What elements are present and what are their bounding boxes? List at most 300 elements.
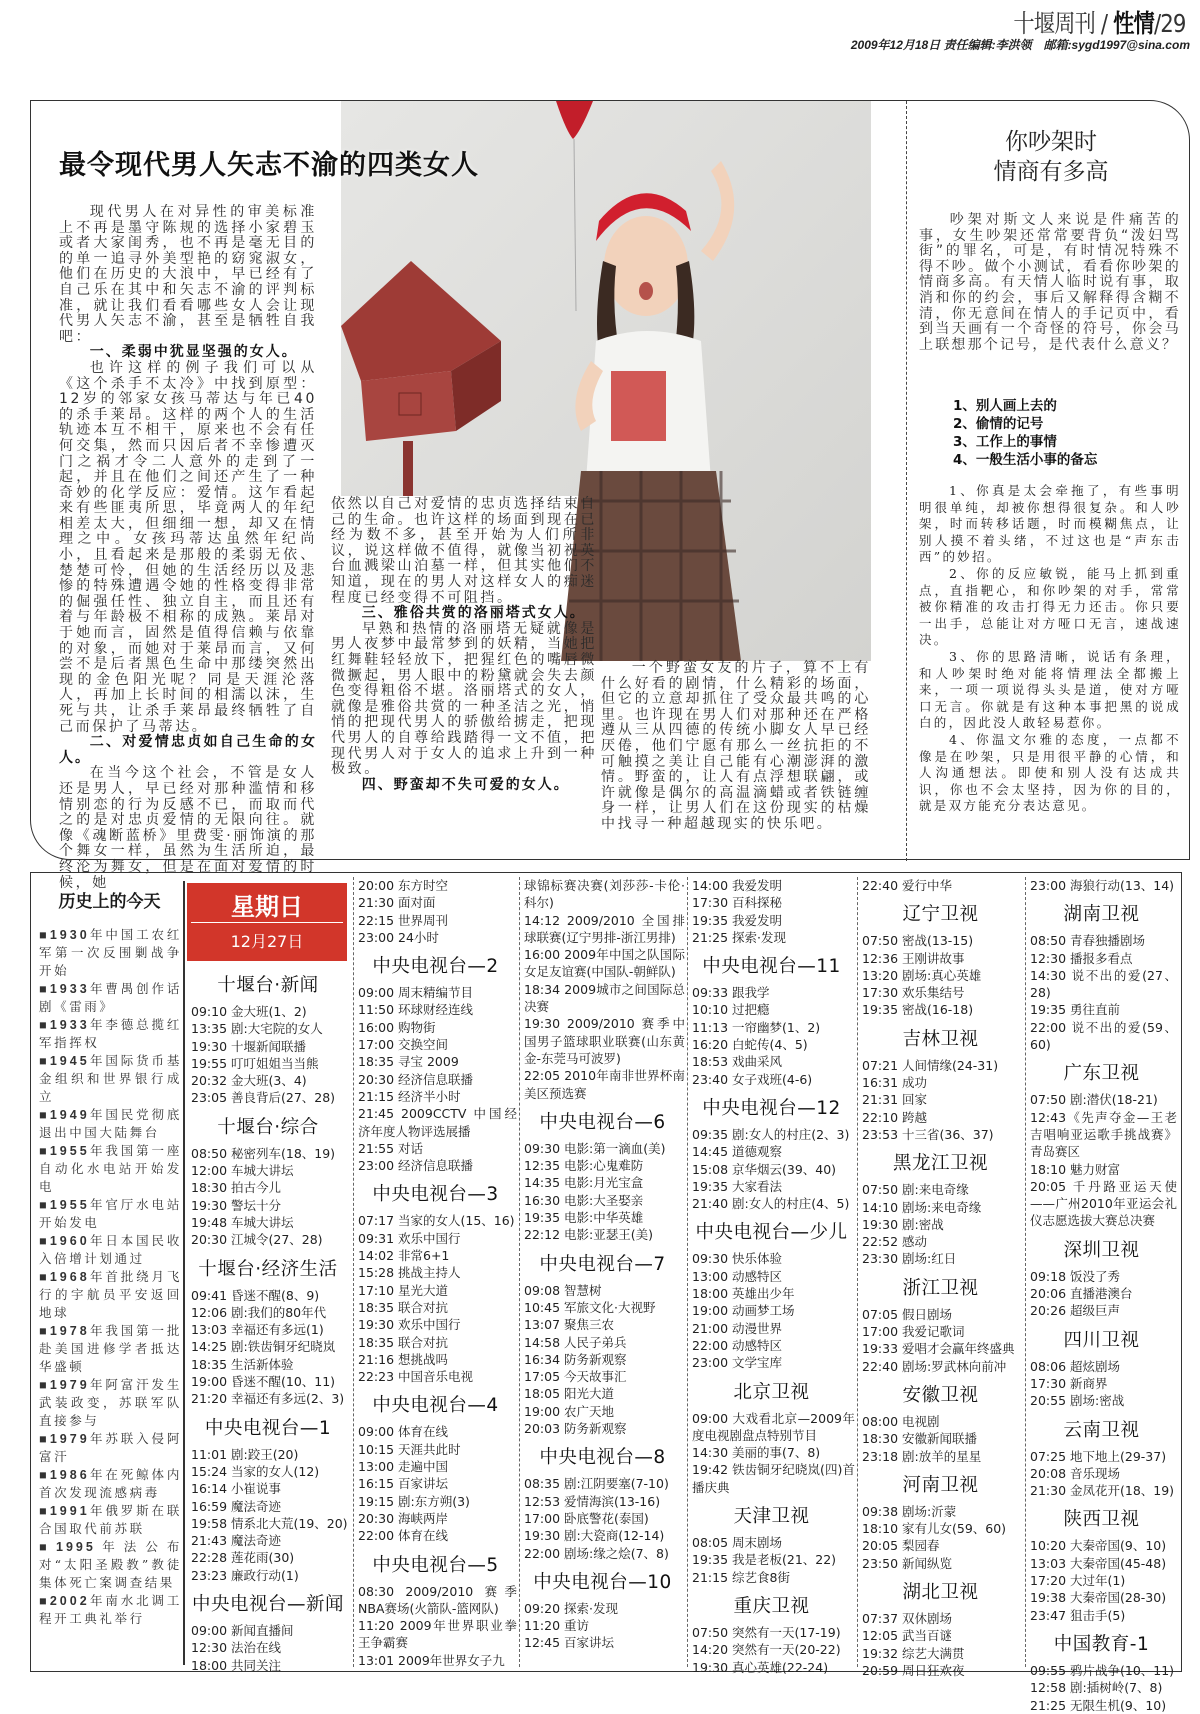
- program-item: 11:01 剧:跤王(20): [191, 1446, 299, 1462]
- dashed-divider: [906, 101, 907, 861]
- program-item: 19:35 电影:中华英雄: [524, 1210, 644, 1226]
- program-item: 19:32 综艺大满贯: [862, 1645, 965, 1661]
- sidebar-title-line: 你吵架时: [1005, 129, 1097, 155]
- date: 12月27日: [230, 932, 304, 951]
- program-item: 14:12 2009/2010 全国排球联赛(辽宁男排-浙江男排): [524, 912, 685, 945]
- quiz-options: [953, 397, 1097, 469]
- program-item: 20:03 防务新观察: [524, 1421, 627, 1437]
- program-item: 23:53 十三省(36、37): [862, 1126, 994, 1142]
- program-item: 21:43 魔法奇迹: [191, 1533, 281, 1549]
- program-item: 20:26 超级巨声: [1030, 1303, 1120, 1319]
- program-item: 12:35 电影:心鬼难防: [524, 1158, 644, 1174]
- program-item: 07:25 地下地上(29-37): [1030, 1448, 1167, 1464]
- program-item: 23:50 新闻纵览: [862, 1555, 952, 1571]
- history-text: 年我国第一批赴美国进修学者抵达华盛顿: [39, 1323, 182, 1374]
- channel-header: 中央电视台—少儿: [695, 1222, 848, 1244]
- program-item: 11:50 环球财经连线: [358, 1002, 473, 1018]
- paragraph: 在当今这个社会，不管是女人还是男人，早已经对那种滥情和移情别恋的行为反感不已，而取而代之的是对忠贞爱情的无限向往。就像《魂断蓝桥》里费雯·丽饰演的那个舞女一样，虽然为生活所迫，最终沦为舞女，但是在面对爱情的时候，她: [59, 765, 317, 891]
- program-item: 19:35 密战(16-18): [862, 1002, 974, 1018]
- channel-header: 十堰台·新闻: [217, 975, 319, 996]
- channel-header: 中央电视台—12: [702, 1097, 841, 1119]
- program-item: 07:50 剧:来电奇缘: [862, 1182, 969, 1198]
- program-item: 21:55 对话: [358, 1140, 423, 1156]
- program-item: 19:30 2009/2010 赛季中国男子篮球职业联赛(山东黄金-东莞马可波罗): [524, 1016, 685, 1066]
- tv-column: [353, 877, 517, 1667]
- program-item: 22:05 2010年南非世界杯南美区预选赛: [524, 1068, 685, 1101]
- program-item: 16:14 小崔说事: [191, 1481, 281, 1497]
- program-item: 19:35 勇往直前: [1030, 1002, 1120, 1018]
- program-item: 12:36 王刚讲故事: [862, 950, 965, 966]
- program-item: 13:20 剧场:真心英雄: [862, 967, 982, 983]
- history-item: [39, 1466, 182, 1502]
- history-text: 年官厅水电站开始发电: [39, 1197, 182, 1230]
- program-item: 15:28 挑战主持人: [358, 1265, 461, 1281]
- program-item: 16:00 2009年中国之队国际女足友谊赛(中国队-朝鲜队): [524, 947, 685, 980]
- program-item: 18:34 2009城市之间国际总决赛: [524, 981, 685, 1015]
- program-item: 19:30 十堰新闻联播: [191, 1038, 306, 1054]
- program-item: 18:35 联合对抗: [358, 1334, 448, 1350]
- section-heading: 四、野蛮却不失可爱的女人。: [361, 776, 570, 793]
- program-item: 19:30 真心英雄(22-24): [692, 1659, 829, 1675]
- program-item: 20:06 直播港澳台: [1030, 1286, 1133, 1302]
- history-text: 年南水北调工程开工典礼举行: [39, 1593, 182, 1626]
- history-year: ■1955: [39, 1198, 90, 1212]
- history-text: 年苏联入侵阿富汗: [39, 1431, 182, 1464]
- weekday: 星期日: [191, 883, 343, 923]
- program-item: 11:20 重访: [524, 1618, 589, 1634]
- channel-header: 湖北卫视: [902, 1582, 979, 1604]
- quiz-option: 3、工作上的事情: [953, 434, 1057, 450]
- program-item: 14:00 我爱发明: [692, 878, 782, 893]
- program-item: 19:00 农广天地: [524, 1403, 614, 1419]
- channel-header: 中央电视台—7: [539, 1253, 666, 1275]
- program-item: 14:20 突然有一天(20-22): [692, 1642, 841, 1658]
- program-item: 12:30 法治在线: [191, 1640, 281, 1656]
- program-item: 07:50 剧:潜伏(18-21): [1030, 1092, 1158, 1108]
- article-column-2: [331, 497, 597, 793]
- program-item: 20:55 剧场:密战: [1030, 1393, 1125, 1409]
- channel-header: 中央电视台—10: [533, 1571, 672, 1593]
- program-item: 09:30 快乐体验: [692, 1251, 782, 1267]
- program-item: 07:21 人间情缘(24-31): [862, 1057, 999, 1073]
- history-item: [39, 1502, 182, 1538]
- program-item: 14:25 剧:铁齿铜牙纪晓岚: [191, 1339, 336, 1355]
- quiz-answer: 4、你温文尔雅的态度，一点都不像是在吵架，只是用很平静的心情，和人沟通想法。即使和别人没有达成共识，你也不会太坚持，因为你的目的，就是双方能充分表达意见。: [919, 731, 1181, 814]
- program-item: 16:31 成功: [862, 1075, 927, 1091]
- history-text: 年俄罗斯在联合国取代前苏联: [39, 1503, 182, 1536]
- history-year: ■1979: [39, 1378, 90, 1392]
- history-year: ■1955: [39, 1144, 90, 1158]
- program-item: 22:40 剧场:罗武林向前冲: [862, 1358, 1007, 1374]
- program-item: 21:31 回家: [862, 1092, 927, 1108]
- paragraph: 一个野蛮女友的片子，算不上有什么好看的剧情，什么精彩的场面，但它的立意却抓住了受众最共鸣的心里。也许现在男人们对那种还在严格遵从三从四德的传统小脚女人早已经厌倦，他们宁愿有那么一丝抗拒的不可触摸之美让自己能有心潮澎湃的激情。野蛮的，让人有点浮想联翩，或许就像是偶尔的高温滴蜡或者铁链缠身一样，让男人们在这份现实的枯燥中找寻一种超越现实的快乐吧。: [601, 660, 871, 832]
- program-item: 07:50 密战(13-15): [862, 933, 974, 949]
- program-item: 22:00 动感特区: [692, 1337, 782, 1353]
- channel-header: 深圳卫视: [1063, 1239, 1140, 1261]
- program-item: 09:38 剧场:沂蒙: [862, 1503, 957, 1519]
- program-item: 20:05 梨园春: [862, 1538, 940, 1554]
- program-item: 18:35 生活新体验: [191, 1356, 294, 1372]
- program-item: 09:00 新闻直播间: [191, 1623, 294, 1639]
- program-item: 球锦标赛决赛(刘莎莎-卡伦·科尔): [524, 878, 685, 911]
- program-item: 22:15 世界周刊: [358, 912, 448, 928]
- program-item: 13:07 聚焦三农: [524, 1317, 614, 1333]
- program-item: 23:00 24小时: [358, 929, 439, 945]
- history-year: ■1978: [39, 1324, 90, 1338]
- program-item: 12:43《先声夺金—王老吉唱响亚运歌手挑战赛》青岛赛区: [1030, 1109, 1177, 1160]
- program-item: 16:00 购物街: [358, 1019, 436, 1035]
- history-year: ■1945: [39, 1054, 90, 1068]
- history-text: 年曹禺创作话剧《雷雨》: [39, 981, 182, 1014]
- program-item: 19:00 昏迷不醒(10、11): [191, 1374, 336, 1390]
- program-item: 09:20 探索·发现: [524, 1600, 618, 1616]
- program-item: 19:00 动画梦工场: [692, 1303, 795, 1319]
- tv-listings-box: [30, 872, 1182, 1713]
- program-item: 23:23 廉政行动(1): [191, 1567, 299, 1583]
- history-text: 年国际货币基金组织和世界银行成立: [39, 1053, 182, 1104]
- program-item: 20:30 经济信息联播: [358, 1071, 473, 1087]
- history-title: 历史上的今天: [58, 892, 161, 912]
- channel-header: 辽宁卫视: [902, 904, 979, 926]
- article-column-3: [601, 661, 871, 833]
- history-year: ■1968: [39, 1270, 90, 1284]
- history-item: [39, 1322, 182, 1376]
- program-item: 21:00 动漫世界: [692, 1320, 782, 1336]
- paragraph: 早熟和热情的洛丽塔无疑就像是男人夜梦中最常梦到的妖精，当她把红舞鞋轻轻放下，把猩红色的嘴唇微微撅起，男人眼中的粉黛就会失去颜色变得粗俗不堪。洛丽塔式的女人，就像是雅俗共赏的一种圣洁之光，悄悄的把现代男人的骄傲给掳走，把现代男人的自尊给践踏得一文不值，把现代男人对于女人的追求上升到一种极致。: [331, 620, 597, 778]
- history-item: [39, 980, 182, 1016]
- history-year: ■1949: [39, 1108, 90, 1122]
- program-item: 21:15 经济半小时: [358, 1088, 461, 1104]
- program-item: 18:30 拍古今儿: [191, 1180, 281, 1196]
- channel-header: 中央电视台—8: [539, 1447, 666, 1469]
- solid-divider: [183, 881, 185, 1665]
- program-item: 22:23 中国音乐电视: [358, 1369, 473, 1385]
- program-item: 20:00 东方时空: [358, 878, 448, 893]
- program-item: 21:40 剧:女人的村庄(4、5): [692, 1196, 850, 1212]
- page-masthead: [1014, 4, 1186, 40]
- program-item: 08:00 电视剧: [862, 1413, 940, 1429]
- section-name: 性情: [1113, 9, 1155, 38]
- history-today: [37, 873, 182, 1671]
- program-item: 19:30 剧:大瓷商(12-14): [524, 1528, 665, 1544]
- program-item: 09:55 鸦片战争(10、11): [1030, 1662, 1175, 1678]
- program-item: 21:25 探索·发现: [692, 929, 786, 945]
- program-item: 10:20 大秦帝国(9、10): [1030, 1538, 1167, 1554]
- quiz-answer: 2、你的反应敏锐，能马上抓到重点，直指靶心，和你吵架的对手，常常被你精准的攻击打得无力还击。你只要一出手，总能让对方哑口无言，速战速决。: [919, 565, 1181, 648]
- program-item: 14:02 非常6+1: [358, 1248, 450, 1264]
- tv-column: [687, 877, 855, 1675]
- program-item: 18:35 联合对抗: [358, 1299, 448, 1315]
- program-item: 22:00 说不出的爱(59、60): [1030, 1019, 1177, 1053]
- program-item: 16:20 白蛇传(4、5): [692, 1037, 808, 1053]
- program-item: 20:32 金大班(3、4): [191, 1073, 307, 1089]
- date-banner: [187, 883, 347, 961]
- channel-header: 四川卫视: [1063, 1329, 1140, 1351]
- program-item: 08:30 2009/2010 赛季NBA赛场(火箭队-篮网队): [358, 1583, 517, 1616]
- program-item: 16:34 防务新观察: [524, 1351, 627, 1367]
- program-item: 23:05 善良背后(27、28): [191, 1090, 336, 1106]
- channel-header: 十堰台·经济生活: [198, 1258, 338, 1280]
- history-item: [39, 1538, 182, 1592]
- channel-header: 安徽卫视: [902, 1384, 979, 1406]
- program-item: 21:20 幸福还有多远(2、3): [191, 1391, 345, 1407]
- history-text: 年中国工农红军第一次反围剿战争开始: [39, 927, 182, 978]
- program-item: 22:12 电影:亚瑟王(美): [524, 1227, 653, 1243]
- program-item: 09:31 欢乐中国行: [358, 1230, 461, 1246]
- program-item: 19:33 爱唱才会赢年终盛典: [862, 1341, 1015, 1357]
- program-item: 13:03 幸福还有多远(1): [191, 1322, 324, 1338]
- channel-header: 十堰台·综合: [217, 1116, 319, 1138]
- quiz-answer: 3、你的思路清晰，说话有条理，和人吵架时绝对能将情理法全都搬上来，一项一项说得头头是道，使对方哑口无言。你就是有这种本事把黑的说成白的，因此没人敢轻易惹你。: [919, 648, 1181, 731]
- channel-header: 中央电视台—2: [372, 956, 499, 978]
- program-item: 08:05 周末剧场: [692, 1535, 782, 1551]
- program-item: 12:05 武当百谜: [862, 1628, 952, 1644]
- history-text: 年阿富汗发生武装政变，苏联军队直接参与: [39, 1377, 182, 1428]
- channel-header: 陕西卫视: [1063, 1509, 1140, 1531]
- channel-header: 中央电视台—6: [539, 1111, 666, 1133]
- program-item: 09:18 饭没了秀: [1030, 1268, 1120, 1284]
- program-item: 10:45 军旅文化·大视野: [524, 1299, 656, 1315]
- program-item: 17:05 今天故事汇: [524, 1369, 627, 1385]
- article-column-1: [59, 205, 317, 891]
- program-item: 12:00 车城大讲坛: [191, 1163, 294, 1179]
- channel-header: 中央电视台—4: [372, 1395, 499, 1417]
- history-text: 年在死鲸体内首次发现流感病毒: [39, 1467, 182, 1500]
- channel-header: 中央电视台—新闻: [191, 1594, 344, 1616]
- program-item: 20:05 千丹路亚运天使——广州2010年亚运会礼仪志愿选拔大赛总决赛: [1030, 1178, 1177, 1229]
- history-item: [39, 926, 182, 980]
- channel-header: 天津卫视: [733, 1506, 810, 1528]
- history-year: ■1995: [39, 1540, 96, 1554]
- history-list: [37, 926, 182, 1628]
- program-item: 20:30 海峡两岸: [358, 1510, 448, 1526]
- program-item: 23:00 文学宝库: [692, 1355, 782, 1371]
- program-item: 09:33 跟我学: [692, 985, 770, 1001]
- history-item: [39, 1268, 182, 1322]
- history-item: [39, 1196, 182, 1232]
- quiz-intro: 吵架对斯文人来说是件痛苦的事，女生吵架还常常要背负“泼妇骂街”的罪名，可是，有时情况特殊不得不吵。做个小测试，看看你吵架的情商多高。有天情人临时说有事，取消和你的约会，事后又解释得含糊不清，你无意间在情人的手记页中，看到当天画有一个奇怪的符号，你会马上联想那个记号，是代表什么意义？: [919, 212, 1181, 353]
- program-item: 12:30 播报多看点: [1030, 950, 1133, 966]
- program-item: 18:35 寻宝 2009: [358, 1054, 459, 1070]
- separator: /: [1095, 9, 1114, 38]
- program-item: 20:59 周日狂欢夜: [862, 1662, 965, 1678]
- section-heading: 二、对爱情忠贞如自己生命的女人。: [59, 734, 317, 766]
- program-item: 07:37 双休剧场: [862, 1611, 952, 1627]
- history-item: [39, 1430, 182, 1466]
- program-item: 19:35 大家看法: [692, 1178, 782, 1194]
- program-item: 19:30 欢乐中国行: [358, 1317, 461, 1333]
- program-item: 12:58 剧:插树岭(7、8): [1030, 1680, 1163, 1696]
- history-year: ■1933: [39, 982, 90, 996]
- program-item: 23:00 海狼行动(13、14): [1030, 878, 1175, 893]
- program-item: 21:30 面对面: [358, 895, 436, 911]
- page-number: /29: [1154, 9, 1186, 38]
- program-item: 09:00 周末精编节目: [358, 985, 473, 1001]
- channel-header: 黑龙江卫视: [892, 1153, 988, 1175]
- program-item: 23:00 经济信息联播: [358, 1158, 473, 1174]
- channel-header: 中国教育-1: [1053, 1633, 1150, 1655]
- program-item: 20:08 音乐现场: [1030, 1465, 1120, 1481]
- program-item: 09:00 体育在线: [358, 1424, 448, 1440]
- channel-header: 河南卫视: [902, 1474, 979, 1496]
- program-item: 18:00 共同关注: [191, 1657, 281, 1673]
- program-item: 13:35 剧:大宅院的女人: [191, 1021, 323, 1037]
- quiz-option: 2、偷情的记号: [953, 416, 1044, 432]
- program-item: 19:30 警坛十分: [191, 1197, 281, 1213]
- quiz-option: 1、别人画上去的: [953, 398, 1057, 414]
- channel-header: 中央电视台—11: [702, 956, 841, 978]
- history-year: ■1960: [39, 1234, 90, 1248]
- channel-header: 中央电视台—1: [204, 1417, 332, 1439]
- history-item: [39, 1592, 182, 1628]
- program-item: 22:28 莲花雨(30): [191, 1550, 295, 1566]
- channel-header: 中央电视台—5: [372, 1554, 499, 1576]
- quiz-answers: [919, 483, 1181, 815]
- tv-column: [519, 877, 685, 1667]
- program-item: 16:15 百家讲坛: [358, 1476, 448, 1492]
- history-year: ■1979: [39, 1432, 90, 1446]
- channel-header: 浙江卫视: [902, 1277, 979, 1299]
- program-item: 10:10 过把瘾: [692, 1002, 770, 1018]
- history-text: 年日本国民收入倍增计划通过: [39, 1233, 182, 1266]
- program-item: 21:15 综艺食8街: [692, 1569, 790, 1585]
- program-item: 14:10 剧场:来电奇缘: [862, 1199, 982, 1215]
- article-title: 最令现代男人矢志不渝的四类女人: [59, 150, 479, 181]
- program-item: 19:35 我是老板(21、22): [692, 1552, 837, 1568]
- program-item: 14:45 道德观察: [692, 1144, 782, 1160]
- program-item: 22:00 体育在线: [358, 1528, 448, 1544]
- date-editor-line: 2009年12月18日 责任编辑:李洪领 邮箱:sygd1997@sina.com: [850, 38, 1190, 52]
- program-item: 17:00 我爱记歌词: [862, 1324, 965, 1340]
- program-item: 19:58 情系北大荒(19、20): [191, 1515, 348, 1531]
- section-heading: 一、柔弱中犹显坚强的女人。: [89, 344, 298, 361]
- history-text: 年法公布对“太阳圣殿教”教徒集体死亡案调查结果: [39, 1539, 183, 1590]
- history-item: [39, 1232, 182, 1268]
- paragraph: 现代男人在对异性的审美标准上不再是墨守陈规的选择小家碧玉或者大家闺秀，也不再是毫无目的的单一追寻外美型艳的窈窕淑女，他们在历史的大浪中，早已经有了自己乐在其中和矢志不渝的评判标准，就让我们看看哪些女人会让现代男人矢志不渝，甚至是牺牲自我吧：: [59, 204, 317, 345]
- program-item: 20:30 江城令(27、28): [191, 1232, 323, 1248]
- program-item: 14:30 美丽的事(7、8): [692, 1445, 821, 1461]
- channel-header: 中央电视台—3: [372, 1184, 499, 1206]
- program-item: 15:24 当家的女人(12): [191, 1463, 320, 1479]
- tv-column: [857, 877, 1023, 1678]
- program-item: 17:30 欢乐集结号: [862, 985, 965, 1001]
- program-item: 13:00 动感特区: [692, 1268, 782, 1284]
- program-item: 07:05 假日剧场: [862, 1306, 952, 1322]
- program-item: 23:47 狙击手(5): [1030, 1607, 1126, 1623]
- quiz-answer: 1、你真是太会牵拖了，有些事明明很单纯，却被你想得很复杂。和人吵架，时而转移话题，时而模糊焦点，让别人摸不着头绪，不过这也是“声东击西”的妙招。: [919, 483, 1181, 565]
- program-item: 17:30 百科探秘: [692, 895, 782, 911]
- program-item: 19:15 剧:东方朔(3): [358, 1493, 470, 1509]
- program-item: 23:30 剧场:红日: [862, 1251, 957, 1267]
- program-item: 18:00 英雄出少年: [692, 1286, 795, 1302]
- program-item: 12:45 百家讲坛: [524, 1635, 614, 1651]
- history-text: 年我国第一座自动化水电站开始发电: [39, 1143, 182, 1194]
- program-item: 18:30 安徽新闻联播: [862, 1431, 977, 1447]
- program-item: 08:06 超炫剧场: [1030, 1358, 1120, 1374]
- program-item: 17:30 新商界: [1030, 1375, 1108, 1391]
- history-year: ■1930: [39, 928, 90, 942]
- channel-header: 湖南卫视: [1063, 904, 1140, 926]
- history-item: [39, 1376, 182, 1430]
- channel-header: 云南卫视: [1063, 1419, 1140, 1441]
- program-item: 16:30 电影:大圣娶亲: [524, 1192, 644, 1208]
- program-item: 21:30 金凤花开(18、19): [1030, 1483, 1175, 1499]
- program-item: 07:17 当家的女人(15、16): [358, 1213, 515, 1229]
- history-item: [39, 1016, 182, 1052]
- channel-header: 广东卫视: [1063, 1063, 1140, 1085]
- program-item: 22:10 跨越: [862, 1109, 927, 1125]
- history-item: [39, 1142, 182, 1196]
- program-item: 15:08 京华烟云(39、40): [692, 1161, 837, 1177]
- program-item: 09:35 剧:女人的村庄(2、3): [692, 1126, 850, 1142]
- history-year: ■1986: [39, 1468, 90, 1482]
- channel-header: 吉林卫视: [902, 1028, 979, 1050]
- brand: 十堰周刊: [1013, 9, 1096, 38]
- history-item: [39, 1106, 182, 1142]
- program-item: 09:10 金大班(1、2): [191, 1004, 307, 1019]
- section-heading: 三、雅俗共赏的洛丽塔式女人。: [361, 605, 586, 622]
- sidebar-title-line: 情商有多高: [993, 159, 1109, 185]
- program-item: 18:05 阳光大道: [524, 1386, 614, 1402]
- history-year: ■1933: [39, 1018, 90, 1032]
- program-item: 23:40 女子戏班(4-6): [692, 1071, 813, 1087]
- program-item: 14:30 说不出的爱(27、28): [1030, 967, 1177, 1001]
- program-item: 19:48 车城大讲坛: [191, 1214, 294, 1230]
- program-item: 19:35 我爱发明: [692, 912, 782, 928]
- program-item: 13:00 走遍中国: [358, 1459, 448, 1475]
- history-text: 年首批绕月飞行的宇航员平安返回地球: [39, 1269, 182, 1320]
- tv-column: [187, 877, 349, 1673]
- paragraph: 依然以自己对爱情的忠贞选择结束自己的生命。也许这样的场面到现在已经为数不多，甚至开始为人们所非议，说这样做不值得，就像当初祝英台血溅梁山泊墓一样，但其实他们不知道，现在的男人对这样女人的痴迷程度已经变得不可阻挡。: [331, 496, 597, 606]
- program-item: 07:50 突然有一天(17-19): [692, 1624, 841, 1640]
- program-item: 08:50 秘密列车(18、19): [191, 1145, 336, 1161]
- program-item: 13:03 大秦帝国(45-48): [1030, 1555, 1167, 1571]
- program-item: 09:08 智慧树: [524, 1282, 602, 1298]
- tv-column: [1025, 877, 1177, 1713]
- program-item: 10:15 天涯共此时: [358, 1441, 461, 1457]
- program-item: 22:00 剧场:缘之烩(7、8): [524, 1545, 669, 1561]
- program-item: 12:06 剧:我们的80年代: [191, 1304, 327, 1320]
- program-item: 18:53 戏曲采风: [692, 1054, 782, 1070]
- channel-header: 重庆卫视: [733, 1595, 810, 1617]
- program-item: 17:20 大过年(1): [1030, 1573, 1126, 1589]
- program-item: 17:00 卧底警花(泰国): [524, 1510, 649, 1526]
- program-item: 08:50 青春独播剧场: [1030, 933, 1145, 949]
- program-item: 23:18 剧:放羊的星星: [862, 1448, 982, 1464]
- program-item: 19:38 大秦帝国(28-30): [1030, 1590, 1167, 1606]
- program-item: 22:40 爱行中华: [862, 878, 952, 893]
- program-item: 21:16 想挑战吗: [358, 1351, 448, 1367]
- program-item: 13:01 2009年世界女子九: [358, 1652, 505, 1668]
- sidebar-title: [916, 127, 1186, 187]
- program-item: 14:58 人民子弟兵: [524, 1334, 627, 1350]
- program-item: 22:52 感动: [862, 1234, 927, 1250]
- history-text: 年国民党彻底退出中国大陆舞台: [39, 1107, 182, 1140]
- program-item: 19:42 铁齿铜牙纪晓岚(四)首播庆典: [692, 1462, 855, 1495]
- program-item: 17:10 星光大道: [358, 1282, 448, 1298]
- channel-header: 北京卫视: [733, 1381, 810, 1403]
- program-item: 21:45 2009CCTV 中国经济年度人物评选展播: [358, 1106, 517, 1139]
- program-item: 16:59 魔法奇迹: [191, 1498, 281, 1514]
- program-item: 09:30 电影:第一滴血(美): [524, 1140, 666, 1156]
- program-item: 08:35 剧:江阴要塞(7-10): [524, 1476, 669, 1492]
- history-text: 年李德总揽红军指挥权: [39, 1017, 182, 1050]
- program-item: 11:20 2009年世界职业拳王争霸赛: [358, 1618, 517, 1651]
- program-item: 09:00 大戏看北京—2009年度电视剧盘点特别节目: [692, 1410, 855, 1443]
- program-item: 21:25 无限生机(9、10): [1030, 1697, 1167, 1713]
- program-item: 19:30 剧:密战: [862, 1216, 944, 1232]
- program-item: 09:41 昏迷不醒(8、9): [191, 1287, 320, 1303]
